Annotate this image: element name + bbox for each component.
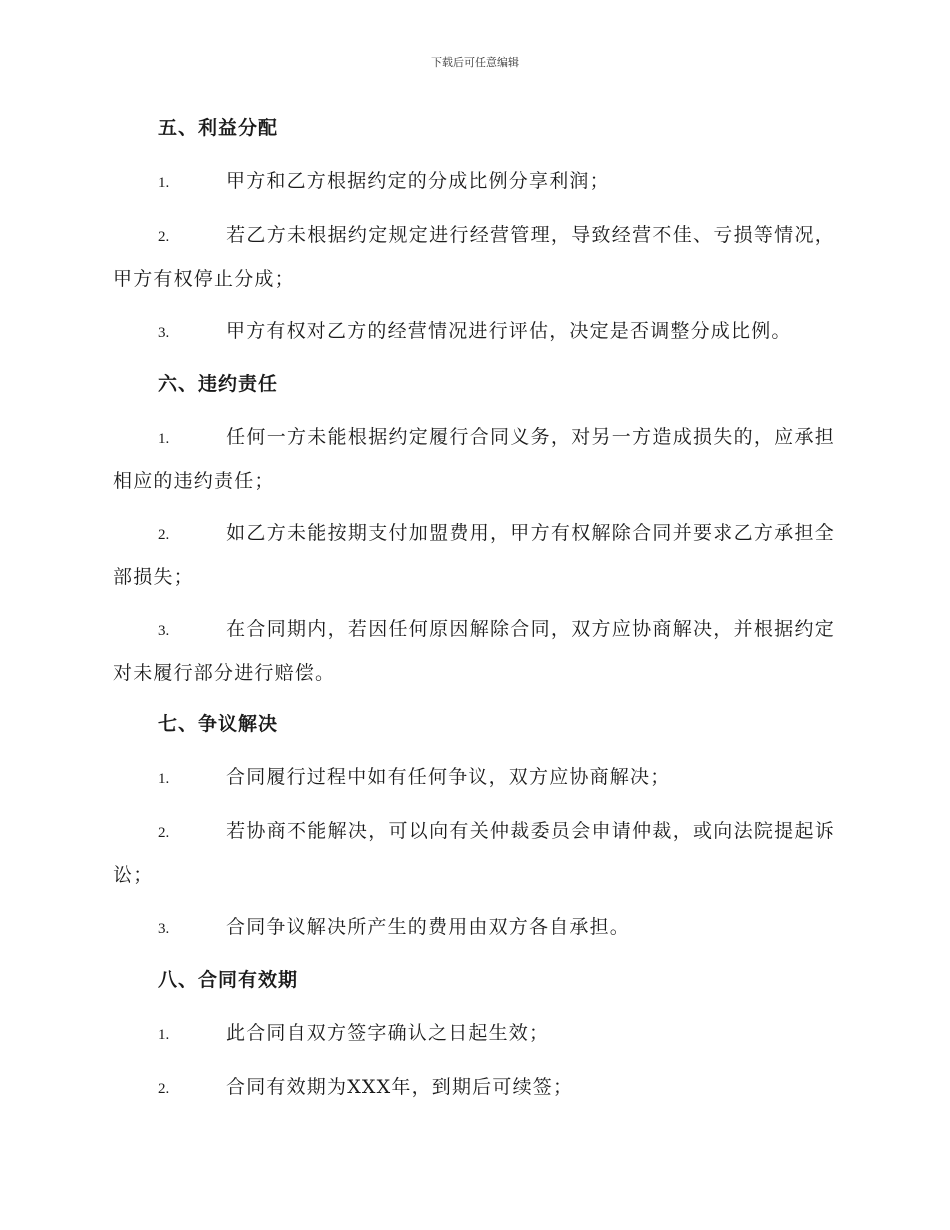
list-item [113, 214, 835, 300]
list-item [113, 310, 835, 354]
list-item [113, 512, 835, 598]
section-title: 五、利益分配 [158, 117, 279, 139]
item-number: 1. [158, 771, 170, 787]
section-title: 六、违约责任 [158, 373, 279, 395]
item-number: 2. [158, 527, 170, 543]
list-item [113, 810, 835, 896]
item-number: 2. [158, 229, 170, 245]
item-text: 合同争议解决所产生的费用由双方各自承担。 [226, 916, 631, 938]
item-number: 1. [158, 431, 170, 447]
item-number: 1. [158, 175, 170, 191]
item-number: 3. [158, 623, 170, 639]
item-text: 在合同期内，若因任何原因解除合同，双方应协商解决，并根据约定对未履行部分进行赔偿。 [113, 618, 835, 684]
item-text: 合同履行过程中如有任何争议，双方应协商解决； [226, 766, 671, 788]
list-item [113, 756, 835, 800]
item-text: 甲方有权对乙方的经营情况进行评估，决定是否调整分成比例。 [226, 320, 792, 342]
section-title: 八、合同有效期 [158, 969, 299, 991]
section-contract-validity [113, 960, 835, 1110]
item-text: 如乙方未能按期支付加盟费用，甲方有权解除合同并要求乙方承担全部损失； [113, 522, 835, 588]
list-item [113, 608, 835, 694]
item-number: 3. [158, 921, 170, 937]
item-text: 若协商不能解决，可以向有关仲裁委员会申请仲裁，或向法院提起诉讼； [113, 820, 835, 886]
list-item [113, 1012, 835, 1056]
page-header-note: 下载后可任意编辑 [431, 56, 519, 69]
item-text: 甲方和乙方根据约定的分成比例分享利润； [226, 170, 610, 192]
document-body [113, 108, 835, 1120]
list-item [113, 160, 835, 204]
item-text: 若乙方未根据约定规定进行经营管理，导致经营不佳、亏损等情况，甲方有权停止分成； [113, 224, 835, 290]
list-item [113, 416, 835, 502]
section-profit-distribution [113, 108, 835, 354]
item-text: 此合同自双方签字确认之日起生效； [226, 1022, 550, 1044]
item-number: 2. [158, 1081, 170, 1097]
list-item [113, 1066, 835, 1110]
section-dispute-resolution [113, 704, 835, 950]
section-breach-liability [113, 364, 835, 694]
item-number: 2. [158, 825, 170, 841]
item-number: 3. [158, 325, 170, 341]
list-item [113, 906, 835, 950]
item-number: 1. [158, 1027, 170, 1043]
item-text: 合同有效期为XXX年，到期后可续签； [226, 1076, 574, 1098]
item-text: 任何一方未能根据约定履行合同义务，对另一方造成损失的，应承担相应的违约责任； [113, 426, 835, 492]
section-title: 七、争议解决 [158, 713, 279, 735]
